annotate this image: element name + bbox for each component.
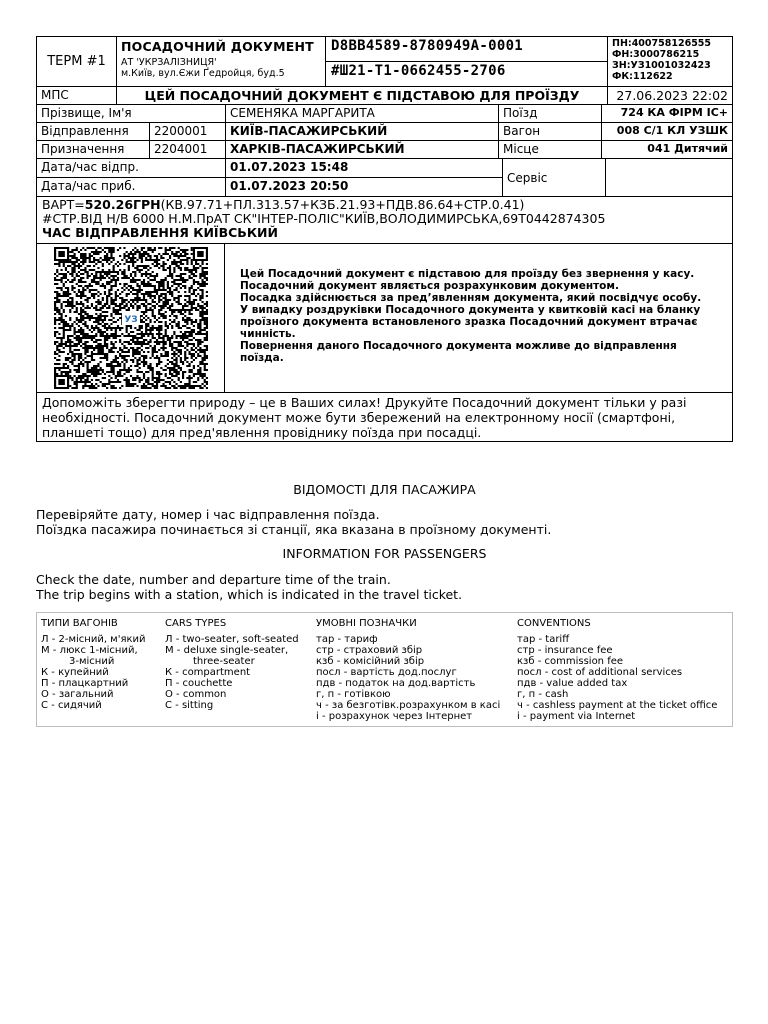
qr-notice-line: Посадка здійснюється за пред’явленням документа, який посвідчує особу. bbox=[240, 292, 702, 304]
car-type-item: П - couchette bbox=[165, 678, 233, 689]
qr-logo: УЗ bbox=[123, 315, 138, 325]
document-id: D8BB4589-8780949A-0001 bbox=[326, 37, 607, 62]
car-type-item: О - common bbox=[165, 689, 227, 700]
fiscal-fn: ФН:3000786215 bbox=[612, 49, 700, 60]
departure-datetime-label: Дата/час відпр. bbox=[37, 159, 226, 177]
arrival-datetime-label: Дата/час приб. bbox=[37, 178, 226, 197]
symbol-item: і - розрахунок через Інтернет bbox=[316, 711, 473, 722]
terminal-label: ТЕРМ #1 bbox=[37, 37, 117, 86]
fiscal-info bbox=[608, 37, 732, 86]
departure-label: Відправлення bbox=[37, 123, 150, 140]
train-label: Поїзд bbox=[499, 105, 602, 122]
car-type-item: К - compartment bbox=[165, 667, 251, 678]
service-label: Сервіс bbox=[503, 159, 606, 196]
price-total: 520.26ГРН bbox=[84, 197, 161, 212]
car-label: Вагон bbox=[499, 123, 602, 140]
ticket-number: #Ш21-Т1-0662455-2706 bbox=[331, 63, 506, 79]
car-type-item: С - сидячий bbox=[41, 700, 102, 711]
mps-row bbox=[37, 87, 732, 105]
car-type-item: Л - 2-місний, м'який bbox=[41, 634, 146, 645]
car-type-item: М - люкс 1-місний, bbox=[41, 645, 138, 656]
company-address: м.Київ, вул.Єжи Ґедройця, буд.5 bbox=[121, 68, 285, 79]
symbol-item: кзб - комісійний збір bbox=[316, 656, 425, 667]
document-header bbox=[37, 37, 732, 87]
car-types-ua-head: ТИПИ ВАГОНІВ bbox=[41, 618, 118, 629]
info-ua-text bbox=[36, 507, 733, 537]
car-type-item: С - sitting bbox=[165, 700, 214, 711]
car-type-item: О - загальний bbox=[41, 689, 114, 700]
departure-code: 2200001 bbox=[150, 123, 226, 140]
symbol-item: пдв - податок на дод.вартість bbox=[316, 678, 476, 689]
fiscal-zn: ЗН:УЗ1001032423 bbox=[612, 60, 711, 71]
info-en-text bbox=[36, 572, 733, 602]
info-ua-title: ВІДОМОСТІ ДЛЯ ПАСАЖИРА bbox=[293, 482, 476, 497]
fiscal-fk: ФК:112622 bbox=[612, 71, 673, 82]
issue-datetime: 27.06.2023 22:02 bbox=[616, 88, 728, 103]
eco-notice: Допоможіть зберегти природу – це в Ваших силах! Друкуйте Посадочний документ тільки у разі необхідності. Посадочний документ може бути збережений на електронному носії (смартфоні, планшеті тощо) для пред'явлення провіднику поїзда при посадці. bbox=[42, 395, 687, 440]
symbols-en bbox=[517, 618, 717, 722]
car-type-item: Л - two-seater, soft-seated bbox=[165, 634, 299, 645]
qr-row bbox=[37, 244, 732, 393]
fiscal-pn: ПН:400758126555 bbox=[612, 38, 712, 49]
symbols-en-head: CONVENTIONS bbox=[517, 618, 591, 629]
validity-notice: ЦЕЙ ПОСАДОЧНИЙ ДОКУМЕНТ Є ПІДСТАВОЮ ДЛЯ ПРОЇЗДУ bbox=[117, 87, 608, 104]
qr-notice bbox=[225, 244, 732, 392]
symbol-item: г, п - готівкою bbox=[316, 689, 391, 700]
passenger-name: СЕМЕНЯКА МАРГАРИТА bbox=[226, 105, 499, 122]
train-number: 724 КА ФІРМ ІС+ bbox=[620, 106, 728, 119]
document-title: ПОСАДОЧНИЙ ДОКУМЕНТ bbox=[121, 39, 314, 54]
price-block bbox=[37, 197, 732, 244]
qr-code bbox=[54, 247, 208, 389]
info-en-line: Check the date, number and departure time of the train. bbox=[36, 572, 391, 587]
document-ids bbox=[326, 37, 608, 86]
symbol-item: ч - cashless payment at the ticket office bbox=[517, 700, 718, 711]
arrival-datetime: 01.07.2023 20:50 bbox=[230, 179, 349, 193]
info-en-title: INFORMATION FOR PASSENGERS bbox=[282, 546, 487, 561]
price-breakdown: (КВ.97.71+ПЛ.313.57+КЗБ.21.93+ПДВ.86.64+СТР.0.41) bbox=[160, 197, 525, 212]
destination-label: Призначення bbox=[37, 141, 150, 158]
info-ua-line: Поїздка пасажира починається зі станції, яка вказана в проїзному документі. bbox=[36, 522, 552, 537]
symbol-item: посл - вартість дод.послуг bbox=[316, 667, 457, 678]
qr-notice-line: Цей Посадочний документ є підставою для проїзду без звернення у касу. bbox=[240, 268, 695, 280]
symbol-item: і - payment via Internet bbox=[517, 711, 636, 722]
destination-row bbox=[37, 141, 732, 159]
symbols-ua bbox=[316, 618, 500, 722]
car-type-item: К - купейний bbox=[41, 667, 109, 678]
destination-station: ХАРКІВ-ПАСАЖИРСЬКИЙ bbox=[226, 141, 499, 158]
insurance-info: #СТР.ВІД Н/В 6000 Н.М.ПрАТ СК"ІНТЕР-ПОЛІС"КИЇВ,ВОЛОДИМИРСЬКА,69Т0442874305 bbox=[42, 211, 606, 226]
conventions-table bbox=[36, 612, 733, 727]
boarding-document bbox=[36, 36, 733, 442]
car-type-item: П - плацкартний bbox=[41, 678, 129, 689]
info-en-line: The trip begins with a station, which is indicated in the travel ticket. bbox=[36, 587, 463, 602]
car-type-item: three-seater bbox=[193, 656, 255, 667]
symbol-item: стр - страховий збір bbox=[316, 645, 423, 656]
car-types-en-head: CARS TYPES bbox=[165, 618, 227, 629]
timezone-note: ЧАС ВІДПРАВЛЕННЯ КИЇВСЬКИЙ bbox=[42, 225, 278, 240]
symbols-ua-head: УМОВНІ ПОЗНАЧКИ bbox=[316, 618, 417, 629]
issuer-block bbox=[117, 37, 326, 86]
car-type-item: 3-місний bbox=[69, 656, 115, 667]
car-number: 008 С/1 КЛ УЗШК bbox=[616, 124, 728, 137]
symbol-item: пдв - value added tax bbox=[517, 678, 628, 689]
car-types-en bbox=[165, 618, 299, 711]
name-label: Прізвище, Ім'я bbox=[37, 105, 226, 122]
qr-notice-line: У випадку роздруківки Посадочного документа у квитковій касі на бланку проїзного документа встановленого зразка Посадочний документ втрачає чинність. bbox=[240, 304, 701, 340]
symbol-item: кзб - commission fee bbox=[517, 656, 624, 667]
departure-datetime: 01.07.2023 15:48 bbox=[230, 160, 349, 174]
symbol-item: ч - за безготівк.розрахунком в касі bbox=[316, 700, 501, 711]
company-name: АТ 'УКРЗАЛІЗНИЦЯ' bbox=[121, 57, 217, 68]
destination-code: 2204001 bbox=[150, 141, 226, 158]
symbol-item: стр - insurance fee bbox=[517, 645, 613, 656]
symbol-item: тар - тариф bbox=[316, 634, 378, 645]
info-ua-line: Перевіряйте дату, номер і час відправлення поїзда. bbox=[36, 507, 380, 522]
qr-notice-line: Повернення даного Посадочного документа можливе до відправлення поїзда. bbox=[240, 340, 677, 364]
departure-station: КИЇВ-ПАСАЖИРСЬКИЙ bbox=[226, 123, 499, 140]
symbol-item: г, п - cash bbox=[517, 689, 569, 700]
mps-label: МПС bbox=[37, 87, 117, 104]
seat-label: Місце bbox=[499, 141, 602, 158]
symbol-item: тар - tariff bbox=[517, 634, 570, 645]
datetime-block bbox=[37, 159, 732, 197]
name-row bbox=[37, 105, 732, 123]
service-value bbox=[606, 159, 732, 196]
symbol-item: посл - cost of additional services bbox=[517, 667, 683, 678]
seat-number: 041 Дитячий bbox=[647, 142, 728, 155]
qr-notice-line: Посадочний документ являється розрахунковим документом. bbox=[240, 280, 619, 292]
qr-code-container bbox=[37, 244, 225, 392]
departure-row bbox=[37, 123, 732, 141]
car-type-item: М - deluxe single-seater, bbox=[165, 645, 289, 656]
price-prefix: ВАРТ= bbox=[42, 197, 85, 212]
car-types-ua bbox=[41, 618, 146, 711]
